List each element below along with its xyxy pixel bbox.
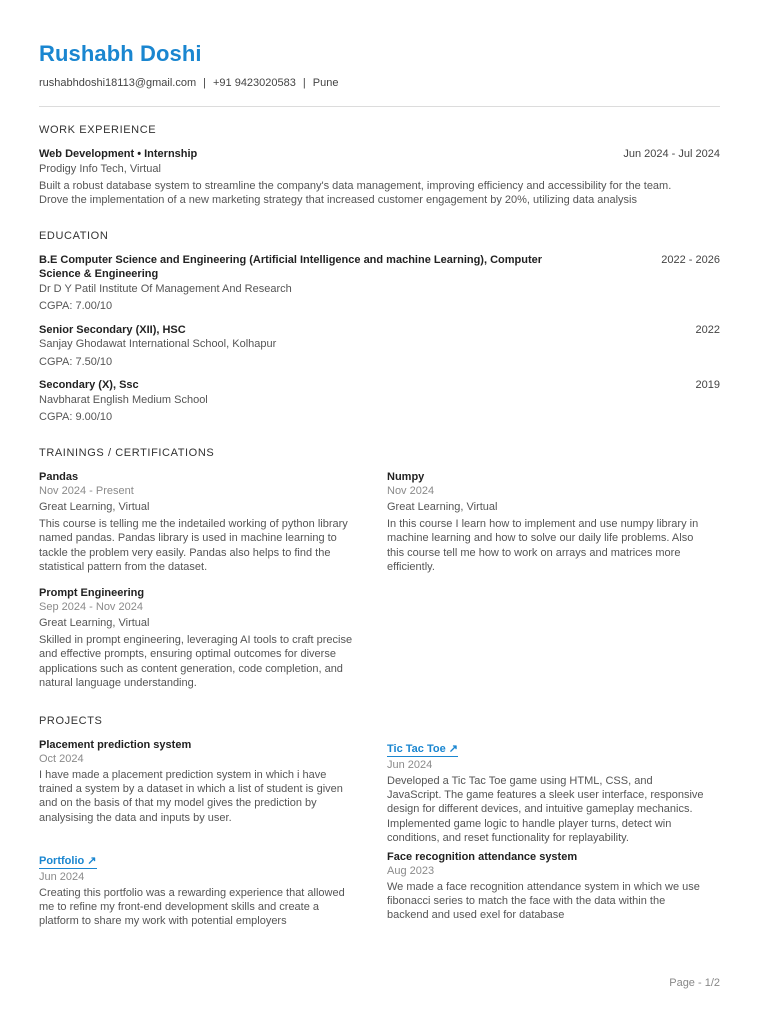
training-item — [39, 471, 359, 574]
education-degree: Secondary (X), Ssc — [39, 379, 139, 391]
project-line: conditions, and reset functionality for replayability. — [387, 831, 629, 844]
project-dates: Aug 2023 — [387, 865, 435, 877]
page-number: Page - 1/2 — [669, 977, 720, 989]
training-org: Great Learning, Virtual — [39, 501, 150, 513]
project-dates: Jun 2024 — [387, 759, 433, 771]
training-org: Great Learning, Virtual — [387, 501, 498, 513]
projects-section-title: PROJECTS — [39, 715, 103, 727]
project-item — [387, 851, 707, 923]
work-section-title: WORK EXPERIENCE — [39, 124, 157, 136]
trainings-section-title: TRAININGS / CERTIFICATIONS — [39, 447, 215, 459]
education-grade: CGPA: 7.00/10 — [39, 300, 113, 312]
training-name: Pandas — [39, 471, 79, 483]
training-item — [39, 587, 359, 690]
project-dates: Oct 2024 — [39, 753, 84, 765]
training-line: and effective prompts, ensuring optimal outcomes for diverse — [39, 648, 336, 661]
training-line: applications such as content generation, code completion, and — [39, 662, 343, 675]
project-item — [387, 739, 707, 845]
training-line: machine learning and how to solve our daily life problems. Also — [387, 532, 694, 545]
training-line: statistical pattern from the dataset. — [39, 560, 208, 573]
project-item — [39, 851, 359, 929]
education-degree: Senior Secondary (XII), HSC — [39, 324, 186, 336]
education-degree: B.E Computer Science and Engineering (Artificial Intelligence and machine Learning), Computer — [39, 254, 543, 266]
project-line: Developed a Tic Tac Toe game using HTML, CSS, and — [387, 775, 653, 787]
tic-tac-toe-link[interactable]: Tic Tac Toe ↗ — [387, 743, 458, 755]
work-role: Web Development • Internship — [39, 148, 198, 160]
education-dates: 2019 — [695, 379, 720, 391]
portfolio-link[interactable]: Portfolio ↗ — [39, 855, 97, 867]
training-name: Numpy — [387, 471, 425, 483]
phone-text: +91 9423020583 — [212, 77, 296, 89]
project-line: JavaScript. The game features a sleek user interface, responsive — [387, 789, 704, 802]
project-item — [39, 739, 359, 825]
separator: | — [203, 77, 206, 89]
education-section-title: EDUCATION — [39, 230, 109, 242]
training-name: Prompt Engineering — [39, 587, 145, 599]
project-line: Implemented game logic to handle player turns, detect win — [387, 817, 672, 830]
project-line: backend and used exel for database — [387, 909, 565, 922]
project-line: design for different devices, and intuitive gameplay mechanics. — [387, 803, 693, 816]
education-degree-cont: Science & Engineering — [39, 268, 159, 280]
header-divider — [39, 106, 720, 107]
training-line: Skilled in prompt engineering, leveraging AI tools to craft precise — [39, 634, 353, 647]
training-org: Great Learning, Virtual — [39, 617, 150, 629]
education-dates: 2022 — [695, 324, 720, 336]
education-dates: 2022 - 2026 — [661, 254, 720, 266]
project-line: We made a face recognition attendance system in which we use — [387, 881, 700, 893]
project-dates: Jun 2024 — [39, 871, 85, 883]
project-line: Creating this portfolio was a rewarding experience that allowed — [39, 887, 345, 899]
email-text: rushabhdoshi18113@gmail.com — [39, 77, 197, 89]
training-item — [387, 471, 707, 574]
training-line: named pandas. Pandas library is used in machine learning to — [39, 532, 337, 545]
training-line: tackle the problem very easily. Pandas also helps to find the — [39, 546, 331, 559]
education-school: Sanjay Ghodawat International School, Kolhapur — [39, 338, 277, 350]
education-school: Dr D Y Patil Institute Of Management And Research — [39, 283, 292, 295]
training-line: In this course I learn how to implement and use numpy library in — [387, 518, 699, 531]
project-line: platform to share my work with potential employers — [39, 915, 287, 928]
project-line: analysising the data and inputs by user. — [39, 811, 232, 824]
training-line: This course is telling me the indetailed working of python library — [39, 518, 348, 531]
training-line: this course tell me how to work on arrays and matrices more — [387, 546, 681, 559]
education-grade: CGPA: 9.00/10 — [39, 411, 113, 423]
education-grade: CGPA: 7.50/10 — [39, 356, 113, 368]
candidate-name: Rushabh Doshi — [39, 41, 202, 66]
city-text: Pune — [312, 77, 339, 89]
training-line: efficiently. — [387, 560, 435, 573]
work-line: Built a robust database system to streamline the company's data management, improving efficiency and accessibility for the team. — [39, 180, 672, 192]
project-line: trained a system by a dataset in which a list of student is given — [39, 783, 343, 796]
work-company: Prodigy Info Tech, Virtual — [39, 163, 161, 175]
project-name: Face recognition attendance system — [387, 851, 578, 863]
project-line: fibonacci series to match the face with the data within the — [387, 895, 666, 908]
project-line: me to refine my front-end development skills and create a — [39, 901, 320, 914]
separator: | — [302, 77, 306, 89]
contact-line — [39, 77, 338, 89]
training-line: natural language understanding. — [39, 676, 197, 689]
project-line: and on the basis of that my model gives the prediction by — [39, 797, 317, 810]
training-dates: Nov 2024 — [387, 485, 435, 497]
project-name: Placement prediction system — [39, 739, 192, 751]
training-dates: Sep 2024 - Nov 2024 — [39, 601, 143, 613]
project-line: I have made a placement prediction system in which i have — [39, 769, 327, 781]
work-dates: Jun 2024 - Jul 2024 — [623, 148, 720, 160]
training-dates: Nov 2024 - Present — [39, 485, 134, 497]
work-line: Drove the implementation of a new marketing strategy that increased customer engagement by 20%, utilizing data analysis — [39, 194, 637, 206]
education-school: Navbharat English Medium School — [39, 394, 208, 406]
